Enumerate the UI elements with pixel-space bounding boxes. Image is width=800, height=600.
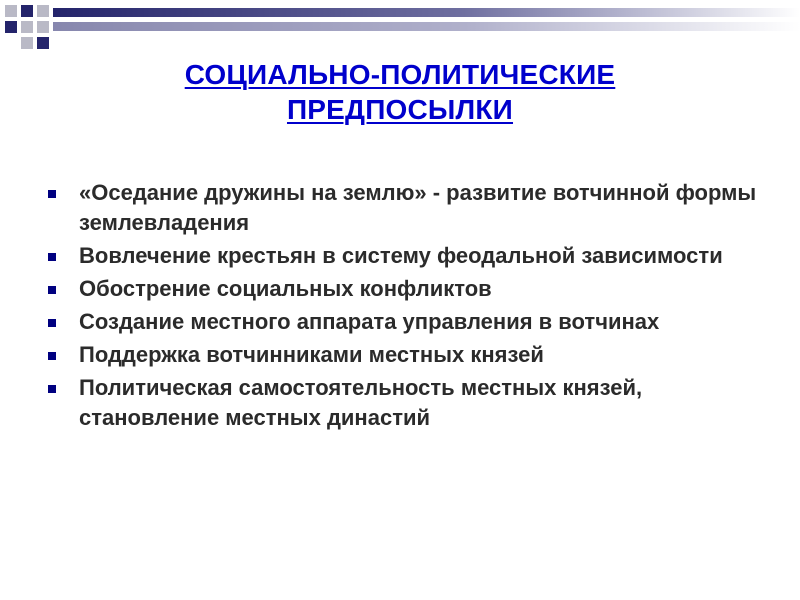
list-item: Создание местного аппарата управления в вотчинах — [48, 307, 768, 337]
title-line-1: СОЦИАЛЬНО-ПОЛИТИЧЕСКИЕ — [184, 59, 616, 90]
header-decoration — [0, 0, 800, 50]
slide-title — [0, 57, 800, 127]
bullet-square-icon — [48, 385, 56, 393]
deco-bar — [53, 22, 800, 31]
bullet-square-icon — [48, 319, 56, 327]
list-item: Политическая самостоятельность местных князей, становление местных династий — [48, 373, 768, 433]
list-item: Поддержка вотчинниками местных князей — [48, 340, 768, 370]
list-item: Обострение социальных конфликтов — [48, 274, 768, 304]
deco-square — [37, 37, 49, 49]
bullet-square-icon — [48, 352, 56, 360]
bullet-square-icon — [48, 253, 56, 261]
deco-square — [21, 21, 33, 33]
bullet-square-icon — [48, 190, 56, 198]
deco-bar — [53, 8, 800, 17]
deco-square — [21, 5, 33, 17]
deco-square — [5, 21, 17, 33]
deco-square — [21, 37, 33, 49]
list-item: «Оседание дружины на землю» - развитие вотчинной формы землевладения — [48, 178, 768, 238]
bullet-square-icon — [48, 286, 56, 294]
deco-square — [37, 5, 49, 17]
list-item: Вовлечение крестьян в систему феодальной зависимости — [48, 241, 768, 271]
bullet-list — [48, 178, 768, 436]
title-line-2: ПРЕДПОСЫЛКИ — [286, 94, 514, 125]
deco-square — [37, 21, 49, 33]
deco-square — [5, 5, 17, 17]
